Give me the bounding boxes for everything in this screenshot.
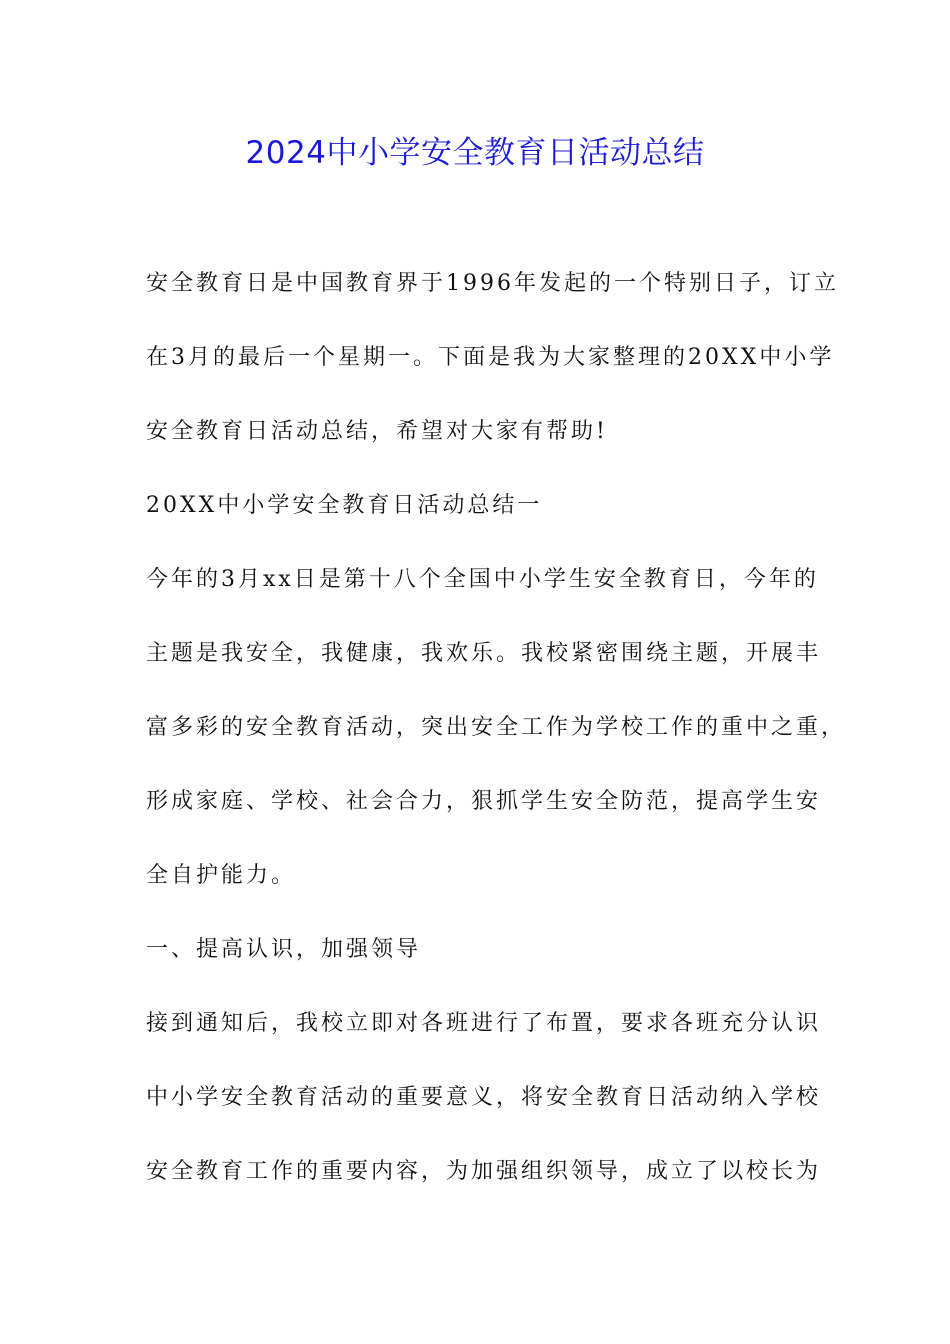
text-line: 在3月的最后一个星期一。下面是我为大家整理的20XX中小学 — [146, 345, 835, 370]
section-heading: 20XX中小学安全教育日活动总结一 — [146, 493, 543, 518]
text-line: 安全教育日是中国教育界于1996年发起的一个特别日子，订立 — [146, 271, 839, 296]
section-heading: 一、提高认识，加强领导 — [146, 937, 422, 962]
text-line: 主题是我安全，我健康，我欢乐。我校紧密围绕主题，开展丰 — [146, 641, 822, 666]
document-title: 2024中小学安全教育日活动总结 — [245, 135, 705, 171]
text-line: 今年的3月xx日是第十八个全国中小学生安全教育日，今年的 — [146, 567, 819, 592]
text-line: 形成家庭、学校、社会合力，狠抓学生安全防范，提高学生安 — [146, 789, 822, 814]
text-line: 安全教育工作的重要内容，为加强组织领导，成立了以校长为 — [146, 1159, 822, 1184]
text-line: 全自护能力。 — [146, 863, 297, 888]
text-line: 富多彩的安全教育活动，突出安全工作为学校工作的重中之重， — [146, 715, 847, 740]
text-line: 接到通知后，我校立即对各班进行了布置，要求各班充分认识 — [146, 1011, 822, 1036]
text-line: 中小学安全教育活动的重要意义，将安全教育日活动纳入学校 — [146, 1085, 822, 1110]
text-line: 安全教育日活动总结，希望对大家有帮助! — [146, 419, 608, 444]
